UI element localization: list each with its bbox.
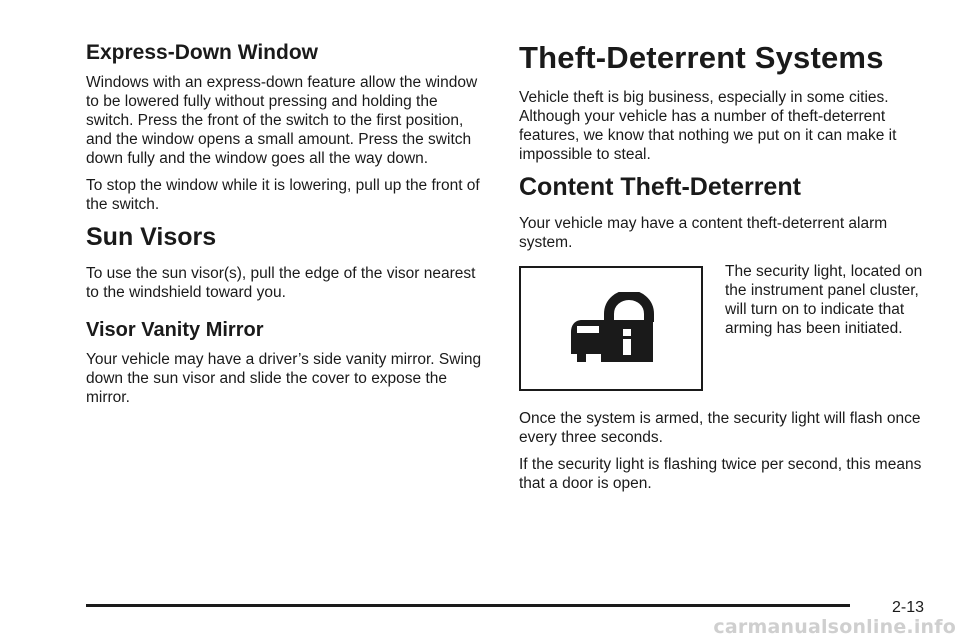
watermark: carmanualsonline.info	[713, 616, 956, 638]
sun-visors-para-1: To use the sun visor(s), pull the edge of the visor nearest to the windshield toward you.	[86, 265, 476, 302]
security-light-caption-block	[725, 262, 924, 338]
theft-deterrent-para-1: Vehicle theft is big business, especially in some cities. Although your vehicle has a number of theft-deterrent features, we know that nothing we put on it can make it impossible to steal.	[519, 88, 897, 163]
footer-rule	[86, 604, 850, 607]
vanity-mirror-heading: Visor Vanity Mirror	[86, 319, 264, 342]
right-column	[519, 40, 924, 501]
security-lock-car-icon	[565, 292, 657, 364]
content-theft-para-2: Once the system is armed, the security light will flash once every three seconds.	[519, 409, 921, 446]
content-theft-para-3: If the security light is flashing twice per second, this means that a door is open.	[519, 455, 922, 492]
left-column	[86, 40, 486, 415]
sun-visors-heading: Sun Visors	[86, 223, 217, 252]
vanity-mirror-para-1: Your vehicle may have a driver’s side vanity mirror. Swing down the sun visor and slide the cover to expose the mirror.	[86, 351, 482, 407]
security-light-frame	[519, 266, 703, 391]
content-theft-para-1: Your vehicle may have a content theft-deterrent alarm system.	[519, 214, 888, 251]
theft-deterrent-heading: Theft-Deterrent Systems	[519, 40, 884, 75]
content-theft-heading: Content Theft-Deterrent	[519, 172, 801, 201]
express-down-para-2: To stop the window while it is lowering, pull up the front of the switch.	[86, 177, 480, 214]
security-light-caption: The security light, located on the instrument panel cluster, will turn on to indicate that arming has been initiated.	[725, 262, 923, 337]
express-down-para-1: Windows with an express-down feature allow the window to be lowered fully without pressing and holding the switch. Press the front of the switch to the first position, and the window opens a small amount. Press the switch down fully and the window goes all the way down.	[86, 74, 478, 168]
security-light-figure	[519, 262, 924, 391]
page-number: 2-13	[891, 599, 924, 616]
express-down-heading: Express-Down Window	[86, 41, 318, 64]
